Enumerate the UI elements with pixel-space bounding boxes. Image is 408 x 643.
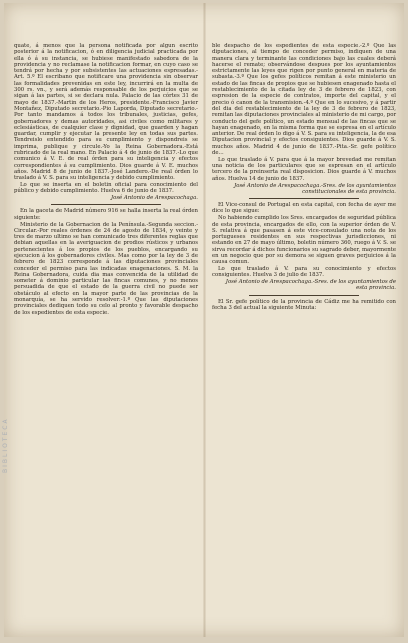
section-divider bbox=[51, 204, 161, 205]
signature: José Antonio de Arespacochaga. bbox=[110, 195, 198, 202]
signature: José Antonio de Arespacochaga.-Sres. de los ayuntamientos de esta provincia. bbox=[225, 279, 396, 292]
section-divider bbox=[249, 198, 359, 199]
newspaper-page bbox=[4, 3, 404, 637]
paragraph: Ministerio de la Gobernacion de la Península.-Segunda seccion.-Circular.-Por reales órdenes de 24 de agosto de 1834, y veinte y tres de marzo ultimo se han comunicado tres diferentes reglas que debian aquellas en la averiguacion de prodios rústicos y urbanos pertenecientes á los propios de los pueblos, encargando su ejecucion á los gobernadores civiles. Mas como por la ley de 3 de febrero de 1823 corresponde á las diputaciones provinciales conceder el permiso para las indicadas enagenaciones. S. M. la Reina Gobernadora, cuida dia mas convencida de la utilidad de someter á dominio particular las fincas comunes, y no menos persuadida de que el estado de la guerra civil no puede ser obstáculo al efecto en la mayor parte de las provincias de la monarquía, se ha servido resolver:-1.º Que las diputaciones provinciales dediquen todo su celo al pronto y favorable despacho de los espedientes de esta especie. bbox=[14, 221, 198, 316]
paragraph: El Vice-consul de Portugal en esta capital, con fecha de ayer me dice lo que sigue: bbox=[212, 202, 396, 215]
left-column bbox=[14, 43, 198, 631]
paragraph: Lo que se inserta en el boletin oficial para conocimiento del público y debido cumplimiento. Huelva 6 de junio de 1837. bbox=[14, 182, 198, 195]
paragraph: quate, á menos que la persona notificada por algun escrito posterior á la notificacion, ó en diligencia judicial practicada por ella ó á su instancia, se hubiese manifestado sabedora de la providencia y no reclamase la notificacion formar, en cuyo caso se tendrá por hecha y por subsistentes las actuaciones espresadas.-Art. 5.º El escribano que notificare una providencia sin observar las formalidades prevenidas en este ley, incurrirá en la multa de 300 rs. vn., y será además responsable de los perjuicios que se sigan á las partes, si se declara nula. Palacio de las córtes 31 de mayo de 1837.-Martin de los Heros, presidente.-Francisco Javier Montañez, Diputado secretario.-Pio Laporda, Diputado secretario.-Por tanto mandamos á todos los tribunales, justicias, gefes, gobernadores y demas autoridades, asi civiles como militares y eclesiásticas, de cualquier clase y dignidad, que guarden y hagan guardar, cumplir y ejecutar la presente ley en todas sus partes. Tendreislo entendido para su cumplimiento y dispondreis se imprima, publique y circule.-Yo la Reina Gobernadora.-Está rubricado de la real mano. En Palacio á 4 de junio de 1837.-Lo que comunico á V. E. de real órden para su inteligencia y efectos correspondientes á su cumplimiento. Dios guarde á V. E. muchos años. Madrid 8 de junio de 1837.-José Landero.-De real órden lo traslado á V. S. para su inteligencia y debido cumplimiento. bbox=[14, 43, 198, 182]
paragraph: No habiendo cumplido los Sres. encargados de seguridad pública de esta provincia, encargados de ello, con la superior órden de V. S. relativa á que pasasen á este vice-consulado una nota de los portugueses residentes en sus respectivas jurisdicciones, ni estando en 27 de mayo último, boletin número 360, ruego á V. S. se sirva recordar á dichos funcionarios su sagrado deber, mayormente en un negocio que por su demora se siguen graves perjuicios á la causa comun. bbox=[212, 215, 396, 266]
paragraph: En la gaceta de Madrid número 916 se halla inserta la real órden siguiente: bbox=[14, 208, 198, 221]
right-column bbox=[212, 43, 396, 631]
signature: José Antonio de Arespacochaga.-Sres. de los ayuntamientos constitucionales de esta provincia. bbox=[234, 182, 396, 195]
paragraph: Lo que traslado á V. para su conocimiento y efectos consiguientes. Huelva 3 de julio de 1837. bbox=[212, 266, 396, 279]
paragraph: ble despacho de los espedientes de esta especie.-2.º Que las diputaciones, al tiempo de conceder permiso, indiquen de una manera clara y terminante las condiciones bajo las cuales deberá hacerse el remate; observándose despues por los ayuntamientos estrictamente las leyes que rigen por punto general en materia de subasta.-3.º Que los gefes políticos remitan á este ministerio un estado de las fincas de propios que se hubiesen enagenado hasta el restablecimiento de la citada ley de 3 de febrero de 1823, con espresion de la especie de contratos, importe del capital, y el precio ó canon de la transmision.-4.º Que en lo sucesivo, y á partir del dia del restablecimiento de la ley de 3 de febrero de 1823, remitan las diputaciones provinciales al ministerio de mi cargo, por conducto del gefe político, un estado mensual de las fincas que se hayan enagenado, en la misma forma que se espresa en el artículo anterior. De real órden lo digo á V. S. para su inteligencia, la de esa Diputacion provincial y efectos consiguientes. Dios guarde á V. S. muchos años. Madrid 4 de junio de 1837.-Pita.-Sr. gefe político de... bbox=[212, 43, 396, 157]
paragraph: Lo que traslado á V. para que á la mayor brevedad me remitan una noticia de los particulares que se espresan en el artículo tercero de la preinserta real disposicion. Dios guarde á V. muchos años. Huelva 14 de junio de 1837. bbox=[212, 156, 396, 182]
section-divider bbox=[249, 295, 359, 296]
library-stamp: BIBLIOTECA bbox=[2, 417, 9, 473]
paragraph: El Sr. gefe político de la provincia de Cádiz me ha remitido con fecha 3 del actual la siguiente Minuta: bbox=[212, 298, 396, 312]
page-fold bbox=[203, 3, 206, 637]
